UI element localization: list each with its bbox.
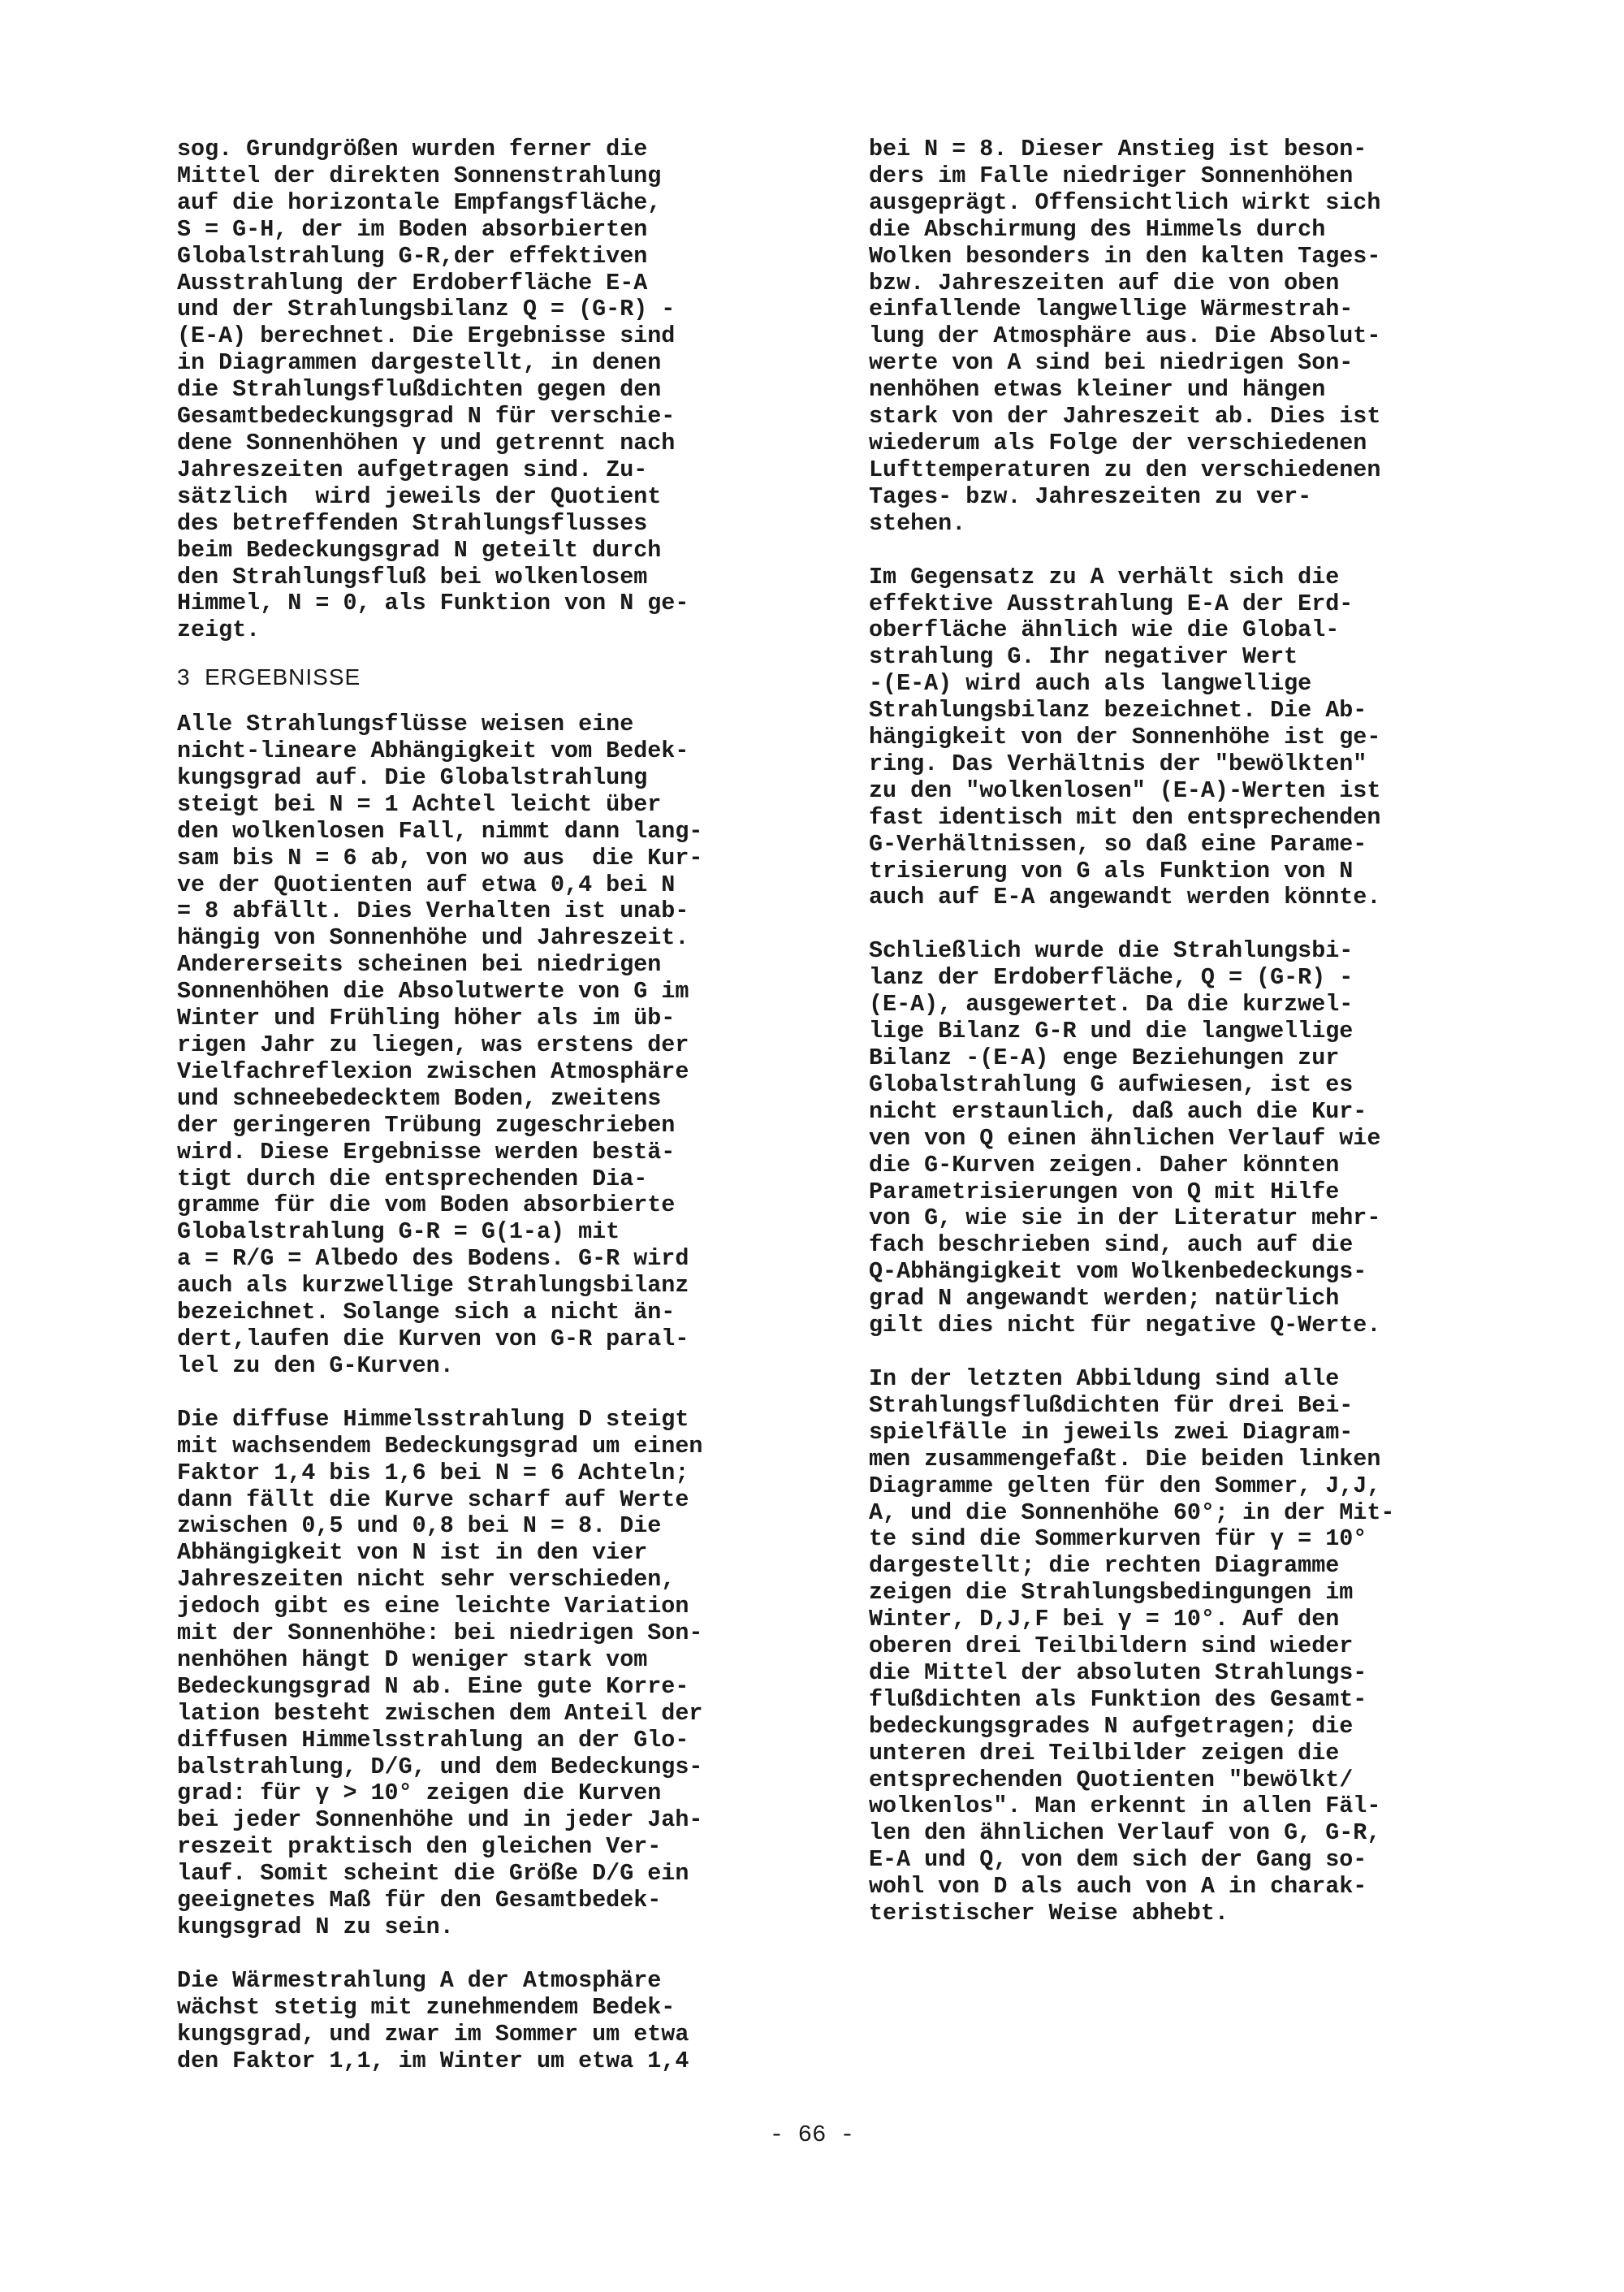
text-line: von G, wie sie in der Literatur mehr- — [869, 1204, 1381, 1232]
text-line: fach beschrieben sind, auch auf die — [869, 1231, 1354, 1259]
text-line: gilt dies nicht für negative Q-Werte. — [869, 1312, 1381, 1339]
text-line: kungsgrad, und zwar im Sommer um etwa — [177, 2020, 689, 2048]
paragraph-anstieg — [869, 136, 1510, 538]
text-line: Bilanz -(E-A) enge Beziehungen zur — [869, 1044, 1340, 1071]
text-line: Jahreszeiten nicht sehr verschieden, — [177, 1566, 676, 1594]
text-line: Winter, D,J,F bei γ = 10°. Auf den — [869, 1606, 1340, 1633]
text-line: Lufttemperaturen zu den verschiedenen — [869, 456, 1381, 483]
text-line: S = G-H, der im Boden absorbierten — [177, 215, 648, 243]
text-line: G-Verhältnissen, so daß eine Parame- — [869, 830, 1367, 858]
text-line: zu den "wolkenlosen" (E-A)-Werten ist — [869, 776, 1381, 804]
text-line: und der Strahlungsbilanz Q = (G-R) - — [177, 296, 676, 323]
text-line: nicht-lineare Abhängigkeit vom Bedek- — [177, 737, 689, 765]
text-line: Tages- bzw. Jahreszeiten zu ver- — [869, 482, 1312, 510]
text-line: (E-A), ausgewertet. Da die kurzwel- — [869, 991, 1354, 1018]
text-line: dargestellt; die rechten Diagramme — [869, 1552, 1340, 1580]
text-line: lel zu den G-Kurven. — [177, 1351, 454, 1379]
text-line: diffusen Himmelsstrahlung an der Glo- — [177, 1726, 689, 1754]
text-line: den Faktor 1,1, im Winter um etwa 1,4 — [177, 2047, 689, 2074]
text-line: Strahlungsflußdichten für drei Bei- — [869, 1391, 1354, 1419]
text-line: stehen. — [869, 509, 966, 537]
text-line: balstrahlung, D/G, und dem Bedeckungs- — [177, 1753, 703, 1780]
text-line: Faktor 1,4 bis 1,6 bei N = 6 Achteln; — [177, 1459, 689, 1486]
text-line: unteren drei Teilbilder zeigen die — [869, 1739, 1340, 1767]
text-line: flußdichten als Funktion des Gesamt- — [869, 1685, 1367, 1713]
text-line: lanz der Erdoberfläche, Q = (G-R) - — [869, 964, 1354, 992]
text-line: strahlung G. Ihr negativer Wert — [869, 643, 1298, 671]
text-line: rigen Jahr zu liegen, was erstens der — [177, 1031, 689, 1058]
text-line: zwischen 0,5 und 0,8 bei N = 8. Die — [177, 1512, 662, 1540]
text-line: ders im Falle niedriger Sonnenhöhen — [869, 162, 1354, 189]
text-line: len den ähnlichen Verlauf von G, G-R, — [869, 1819, 1381, 1847]
text-line: gramme für die vom Boden absorbierte — [177, 1191, 676, 1219]
text-line: lation besteht zwischen dem Anteil der — [177, 1699, 703, 1727]
text-line: lige Bilanz G-R und die langwellige — [869, 1018, 1354, 1045]
text-line: Alle Strahlungsflüsse weisen eine — [177, 711, 634, 738]
text-line: wächst stetig mit zunehmendem Bedek- — [177, 1993, 676, 2021]
left-column — [177, 136, 810, 2075]
text-line: tigt durch die entsprechenden Dia- — [177, 1165, 648, 1192]
text-line: Gesamtbedeckungsgrad N für verschie- — [177, 403, 676, 430]
text-line: fast identisch mit den entsprechenden — [869, 803, 1381, 831]
text-line: spielfälle in jeweils zwei Diagram- — [869, 1418, 1354, 1446]
text-line: ring. Das Verhältnis der "bewölkten" — [869, 750, 1367, 777]
text-line: trisierung von G als Funktion von N — [869, 857, 1354, 884]
text-line: den wolkenlosen Fall, nimmt dann lang- — [177, 817, 703, 845]
text-line: Jahreszeiten aufgetragen sind. Zu- — [177, 456, 648, 483]
text-line: beim Bedeckungsgrad N geteilt durch — [177, 536, 662, 564]
text-line: kungsgrad N zu sein. — [177, 1914, 454, 1940]
text-line: ven von Q einen ähnlichen Verlauf wie — [869, 1124, 1381, 1152]
section-heading-ergebnisse: 3 ERGEBNISSE — [177, 664, 361, 690]
text-line: Winter und Frühling höher als im üb- — [177, 1005, 676, 1032]
page-number: - 66 - — [769, 2121, 855, 2148]
text-line: sätzlich wird jeweils der Quotient — [177, 482, 662, 510]
text-line: die G-Kurven zeigen. Daher könnten — [869, 1151, 1340, 1178]
text-line: bei N = 8. Dieser Anstieg ist beson- — [869, 136, 1367, 162]
text-line: die Mittel der absoluten Strahlungs- — [869, 1658, 1367, 1686]
text-line: stark von der Jahreszeit ab. Dies ist — [869, 403, 1381, 430]
right-column — [869, 136, 1510, 1927]
text-line: Mittel der direkten Sonnenstrahlung — [177, 162, 662, 189]
text-line: nenhöhen hängt D weniger stark vom — [177, 1645, 648, 1673]
text-line: Globalstrahlung G-R = G(1-a) mit — [177, 1218, 620, 1246]
text-line: die Abschirmung des Himmels durch — [869, 215, 1326, 243]
text-line: einfallende langwellige Wärmestrah- — [869, 296, 1354, 323]
text-line: bei jeder Sonnenhöhe und in jeder Jah- — [177, 1806, 703, 1834]
text-line: Parametrisierungen von Q mit Hilfe — [869, 1178, 1340, 1205]
text-line: wiederum als Folge der verschiedenen — [869, 429, 1367, 456]
text-line: jedoch gibt es eine leichte Variation — [177, 1593, 689, 1620]
text-line: teristischer Weise abhebt. — [869, 1900, 1229, 1927]
text-line: Diagramme gelten für den Sommer, J,J, — [869, 1472, 1381, 1499]
paragraph-strahlungsbilanz — [869, 938, 1510, 1339]
text-line: Globalstrahlung G aufwiesen, ist es — [869, 1070, 1354, 1098]
text-line: grad: für γ > 10° zeigen die Kurven — [177, 1780, 662, 1807]
text-line: (E-A) berechnet. Die Ergebnisse sind — [177, 322, 676, 350]
text-line: in Diagrammen dargestellt, in denen — [177, 349, 662, 377]
text-line: Die Wärmestrahlung A der Atmosphäre — [177, 1966, 662, 1994]
paragraph-diffuse-himmelsstrahlung — [177, 1407, 810, 1941]
text-line: Globalstrahlung G-R,der effektiven — [177, 242, 648, 270]
text-line: te sind die Sommerkurven für γ = 10° — [869, 1525, 1367, 1553]
text-line: dann fällt die Kurve scharf auf Werte — [177, 1485, 689, 1513]
text-line: Ausstrahlung der Erdoberfläche E-A — [177, 269, 648, 296]
text-line: hängig von Sonnenhöhe und Jahreszeit. — [177, 924, 689, 952]
text-line: werte von A sind bei niedrigen Son- — [869, 349, 1354, 377]
text-line: -(E-A) wird auch als langwellige — [869, 670, 1312, 698]
text-line: ausgeprägt. Offensichtlich wirkt sich — [869, 188, 1381, 216]
text-line: Strahlungsbilanz bezeichnet. Die Ab- — [869, 697, 1367, 724]
text-line: steigt bei N = 1 Achtel leicht über — [177, 790, 662, 818]
paragraph-strahlungsfluesse — [177, 711, 810, 1380]
text-line: men zusammengefaßt. Die beiden linken — [869, 1445, 1381, 1473]
text-line: auch als kurzwellige Strahlungsbilanz — [177, 1272, 689, 1300]
text-line: mit wachsendem Bedeckungsgrad um einen — [177, 1432, 703, 1460]
text-line: die Strahlungsflußdichten gegen den — [177, 376, 662, 404]
text-line: nenhöhen etwas kleiner und hängen — [869, 376, 1326, 404]
text-line: den Strahlungsfluß bei wolkenlosem — [177, 563, 648, 590]
text-line: Die diffuse Himmelsstrahlung D steigt — [177, 1405, 689, 1433]
text-line: zeigt. — [177, 616, 261, 644]
text-line: hängigkeit von der Sonnenhöhe ist ge- — [869, 724, 1381, 751]
text-line: Andererseits scheinen bei niedrigen — [177, 951, 662, 979]
text-line: Schließlich wurde die Strahlungsbi- — [869, 937, 1354, 965]
text-line: und schneebedecktem Boden, zweitens — [177, 1084, 662, 1112]
text-line: Bedeckungsgrad N ab. Eine gute Korre- — [177, 1672, 689, 1700]
text-line: ve der Quotienten auf etwa 0,4 bei N — [177, 871, 676, 898]
text-line: mit der Sonnenhöhe: bei niedrigen Son- — [177, 1620, 703, 1647]
text-line: Sonnenhöhen die Absolutwerte von G im — [177, 978, 689, 1005]
text-line: bzw. Jahreszeiten auf die von oben — [869, 269, 1340, 296]
text-line: geeignetes Maß für den Gesamtbedek- — [177, 1887, 662, 1914]
text-line: wohl von D als auch von A in charak- — [869, 1873, 1367, 1901]
text-line: Wolken besonders in den kalten Tages- — [869, 242, 1381, 270]
text-line: Himmel, N = 0, als Funktion von N ge- — [177, 590, 689, 617]
text-line: wolkenlos". Man erkennt in allen Fäl- — [869, 1793, 1381, 1820]
text-line: bedeckungsgrades N aufgetragen; die — [869, 1712, 1354, 1740]
text-line: Im Gegensatz zu A verhält sich die — [869, 563, 1340, 590]
text-line: nicht erstaunlich, daß auch die Kur- — [869, 1097, 1367, 1125]
paragraph-effektive-ausstrahlung — [869, 564, 1510, 912]
text-line: kungsgrad auf. Die Globalstrahlung — [177, 763, 648, 791]
text-line: oberfläche ähnlich wie die Global- — [869, 616, 1340, 644]
text-line: wird. Diese Ergebnisse werden bestä- — [177, 1138, 676, 1165]
text-line: bezeichnet. Solange sich a nicht än- — [177, 1299, 676, 1326]
text-line: zeigen die Strahlungsbedingungen im — [869, 1579, 1354, 1607]
paragraph-letzte-abbildung — [869, 1366, 1510, 1927]
text-line: lung der Atmosphäre aus. Die Absolut- — [869, 322, 1381, 350]
text-line: a = R/G = Albedo des Bodens. G-R wird — [177, 1245, 689, 1273]
text-line: sog. Grundgrößen wurden ferner die — [177, 136, 648, 162]
text-line: lauf. Somit scheint die Größe D/G ein — [177, 1860, 689, 1888]
text-line: Vielfachreflexion zwischen Atmosphäre — [177, 1057, 689, 1085]
text-line: sam bis N = 6 ab, von wo aus die Kur- — [177, 844, 703, 871]
text-line: der geringeren Trübung zugeschrieben — [177, 1111, 676, 1139]
text-line: auch auf E-A angewandt werden könnte. — [869, 884, 1381, 911]
text-line: E-A und Q, von dem sich der Gang so- — [869, 1846, 1367, 1874]
text-line: In der letzten Abbildung sind alle — [869, 1364, 1340, 1392]
text-line: reszeit praktisch den gleichen Ver- — [177, 1833, 662, 1861]
text-line: auf die horizontale Empfangsfläche, — [177, 188, 662, 216]
text-line: A, und die Sonnenhöhe 60°; in der Mit- — [869, 1498, 1395, 1526]
text-line: entsprechenden Quotienten "bewölkt/ — [869, 1766, 1354, 1793]
text-line: grad N angewandt werden; natürlich — [869, 1285, 1340, 1312]
text-line: oberen drei Teilbildern sind wieder — [869, 1633, 1354, 1660]
text-line: des betreffenden Strahlungsflusses — [177, 509, 648, 537]
text-line: dene Sonnenhöhen γ und getrennt nach — [177, 429, 676, 456]
paragraph-waermestrahlung — [177, 1968, 810, 2075]
text-line: Abhängigkeit von N ist in den vier — [177, 1539, 648, 1567]
paragraph-grundgroessen — [177, 136, 810, 644]
text-line: = 8 abfällt. Dies Verhalten ist unab- — [177, 897, 689, 925]
text-line: effektive Ausstrahlung E-A der Erd- — [869, 590, 1354, 617]
text-line: dert,laufen die Kurven von G-R paral- — [177, 1325, 689, 1352]
text-line: Q-Abhängigkeit vom Wolkenbedeckungs- — [869, 1258, 1367, 1286]
